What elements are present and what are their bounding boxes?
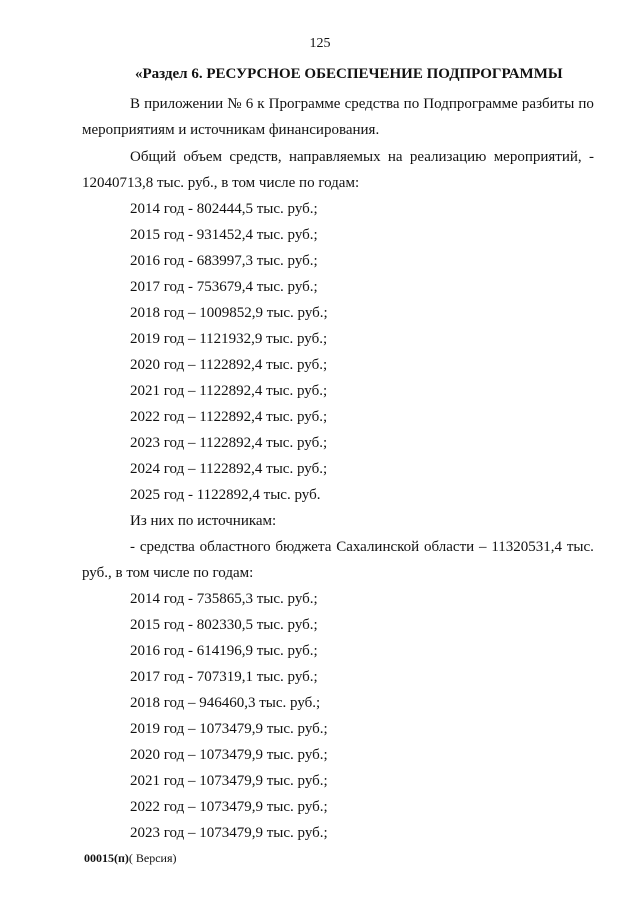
- regional-year-2021: 2021 год – 1073479,9 тыс. руб.;: [130, 773, 328, 789]
- intro-line-1-word: по: [578, 96, 594, 112]
- intro-line-1-word: средства: [344, 96, 400, 112]
- regional-year-2016: 2016 год - 614196,9 тыс. руб.;: [130, 643, 318, 659]
- intro-line-1: [130, 96, 594, 113]
- regional-line-1-word: -: [130, 539, 135, 555]
- total-year-2023: 2023 год – 1122892,4 тыс. руб.;: [130, 435, 328, 451]
- intro-line-1-word: В: [130, 96, 141, 112]
- total-line-1-word: мероприятий,: [493, 149, 582, 165]
- regional-line-1-word: средства: [139, 539, 195, 555]
- footer-code: 00015(п): [84, 851, 129, 865]
- regional-year-2022: 2022 год – 1073479,9 тыс. руб.;: [130, 799, 328, 815]
- regional-year-2014: 2014 год - 735865,3 тыс. руб.;: [130, 591, 318, 607]
- regional-year-2018: 2018 год – 946460,3 тыс. руб.;: [130, 695, 321, 711]
- intro-line-1-word: приложении: [144, 96, 224, 112]
- total-line-1-word: средств,: [229, 149, 282, 165]
- intro-line-1-word: №: [227, 96, 242, 112]
- regional-year-2020: 2020 год – 1073479,9 тыс. руб.;: [130, 747, 328, 763]
- intro-line-2: мероприятиям и источникам финансирования.: [82, 122, 380, 138]
- total-year-2018: 2018 год – 1009852,9 тыс. руб.;: [130, 305, 328, 321]
- regional-line-2: руб., в том числе по годам:: [82, 565, 254, 581]
- total-year-2022: 2022 год – 1122892,4 тыс. руб.;: [130, 409, 328, 425]
- regional-line-1-word: области: [424, 539, 475, 555]
- total-line-2: 12040713,8 тыс. руб., в том числе по годам:: [82, 175, 360, 191]
- regional-line-1-word: 11320531,4: [491, 539, 563, 555]
- total-year-2020: 2020 год – 1122892,4 тыс. руб.;: [130, 357, 328, 373]
- total-line-1-word: -: [588, 149, 594, 165]
- total-year-2025: 2025 год - 1122892,4 тыс. руб.: [130, 487, 321, 503]
- regional-line-1: [130, 539, 594, 556]
- sources-heading: Из них по источникам:: [130, 513, 277, 529]
- regional-year-2017: 2017 год - 707319,1 тыс. руб.;: [130, 669, 318, 685]
- footer-version-label: ( Версия): [128, 851, 177, 865]
- intro-line-1-word: по: [403, 96, 420, 112]
- total-line-1-word: направляемых: [288, 149, 381, 165]
- total-year-2015: 2015 год - 931452,4 тыс. руб.;: [130, 227, 318, 243]
- intro-line-1-word: 6: [245, 96, 254, 112]
- section-title: «Раздел 6. РЕСУРСНОЕ ОБЕСПЕЧЕНИЕ ПОДПРОГРАММЫ: [135, 66, 563, 82]
- regional-year-2023: 2023 год – 1073479,9 тыс. руб.;: [130, 825, 328, 841]
- total-line-1: [130, 149, 594, 166]
- total-year-2014: 2014 год - 802444,5 тыс. руб.;: [130, 201, 318, 217]
- total-year-2017: 2017 год - 753679,4 тыс. руб.;: [130, 279, 318, 295]
- regional-line-1-word: –: [479, 539, 487, 555]
- total-year-2016: 2016 год - 683997,3 тыс. руб.;: [130, 253, 318, 269]
- intro-line-1-word: Программе: [268, 96, 341, 112]
- intro-line-1-word: Подпрограмме: [423, 96, 518, 112]
- regional-year-2015: 2015 год - 802330,5 тыс. руб.;: [130, 617, 318, 633]
- regional-line-1-word: бюджета: [275, 539, 332, 555]
- total-line-1-word: объем: [183, 149, 223, 165]
- regional-year-2019: 2019 год – 1073479,9 тыс. руб.;: [130, 721, 328, 737]
- total-year-2019: 2019 год – 1121932,9 тыс. руб.;: [130, 331, 328, 347]
- total-line-1-word: реализацию: [409, 149, 487, 165]
- total-line-1-word: Общий: [130, 149, 177, 165]
- regional-line-1-word: Сахалинской: [336, 539, 420, 555]
- regional-line-1-word: областного: [199, 539, 271, 555]
- footer-version: [84, 851, 177, 866]
- regional-line-1-word: тыс.: [566, 539, 594, 555]
- total-year-2024: 2024 год – 1122892,4 тыс. руб.;: [130, 461, 328, 477]
- intro-line-1-word: разбиты: [521, 96, 575, 112]
- intro-line-1-word: к: [257, 96, 265, 112]
- total-year-2021: 2021 год – 1122892,4 тыс. руб.;: [130, 383, 328, 399]
- page-number: 125: [309, 36, 331, 51]
- total-line-1-word: на: [387, 149, 403, 165]
